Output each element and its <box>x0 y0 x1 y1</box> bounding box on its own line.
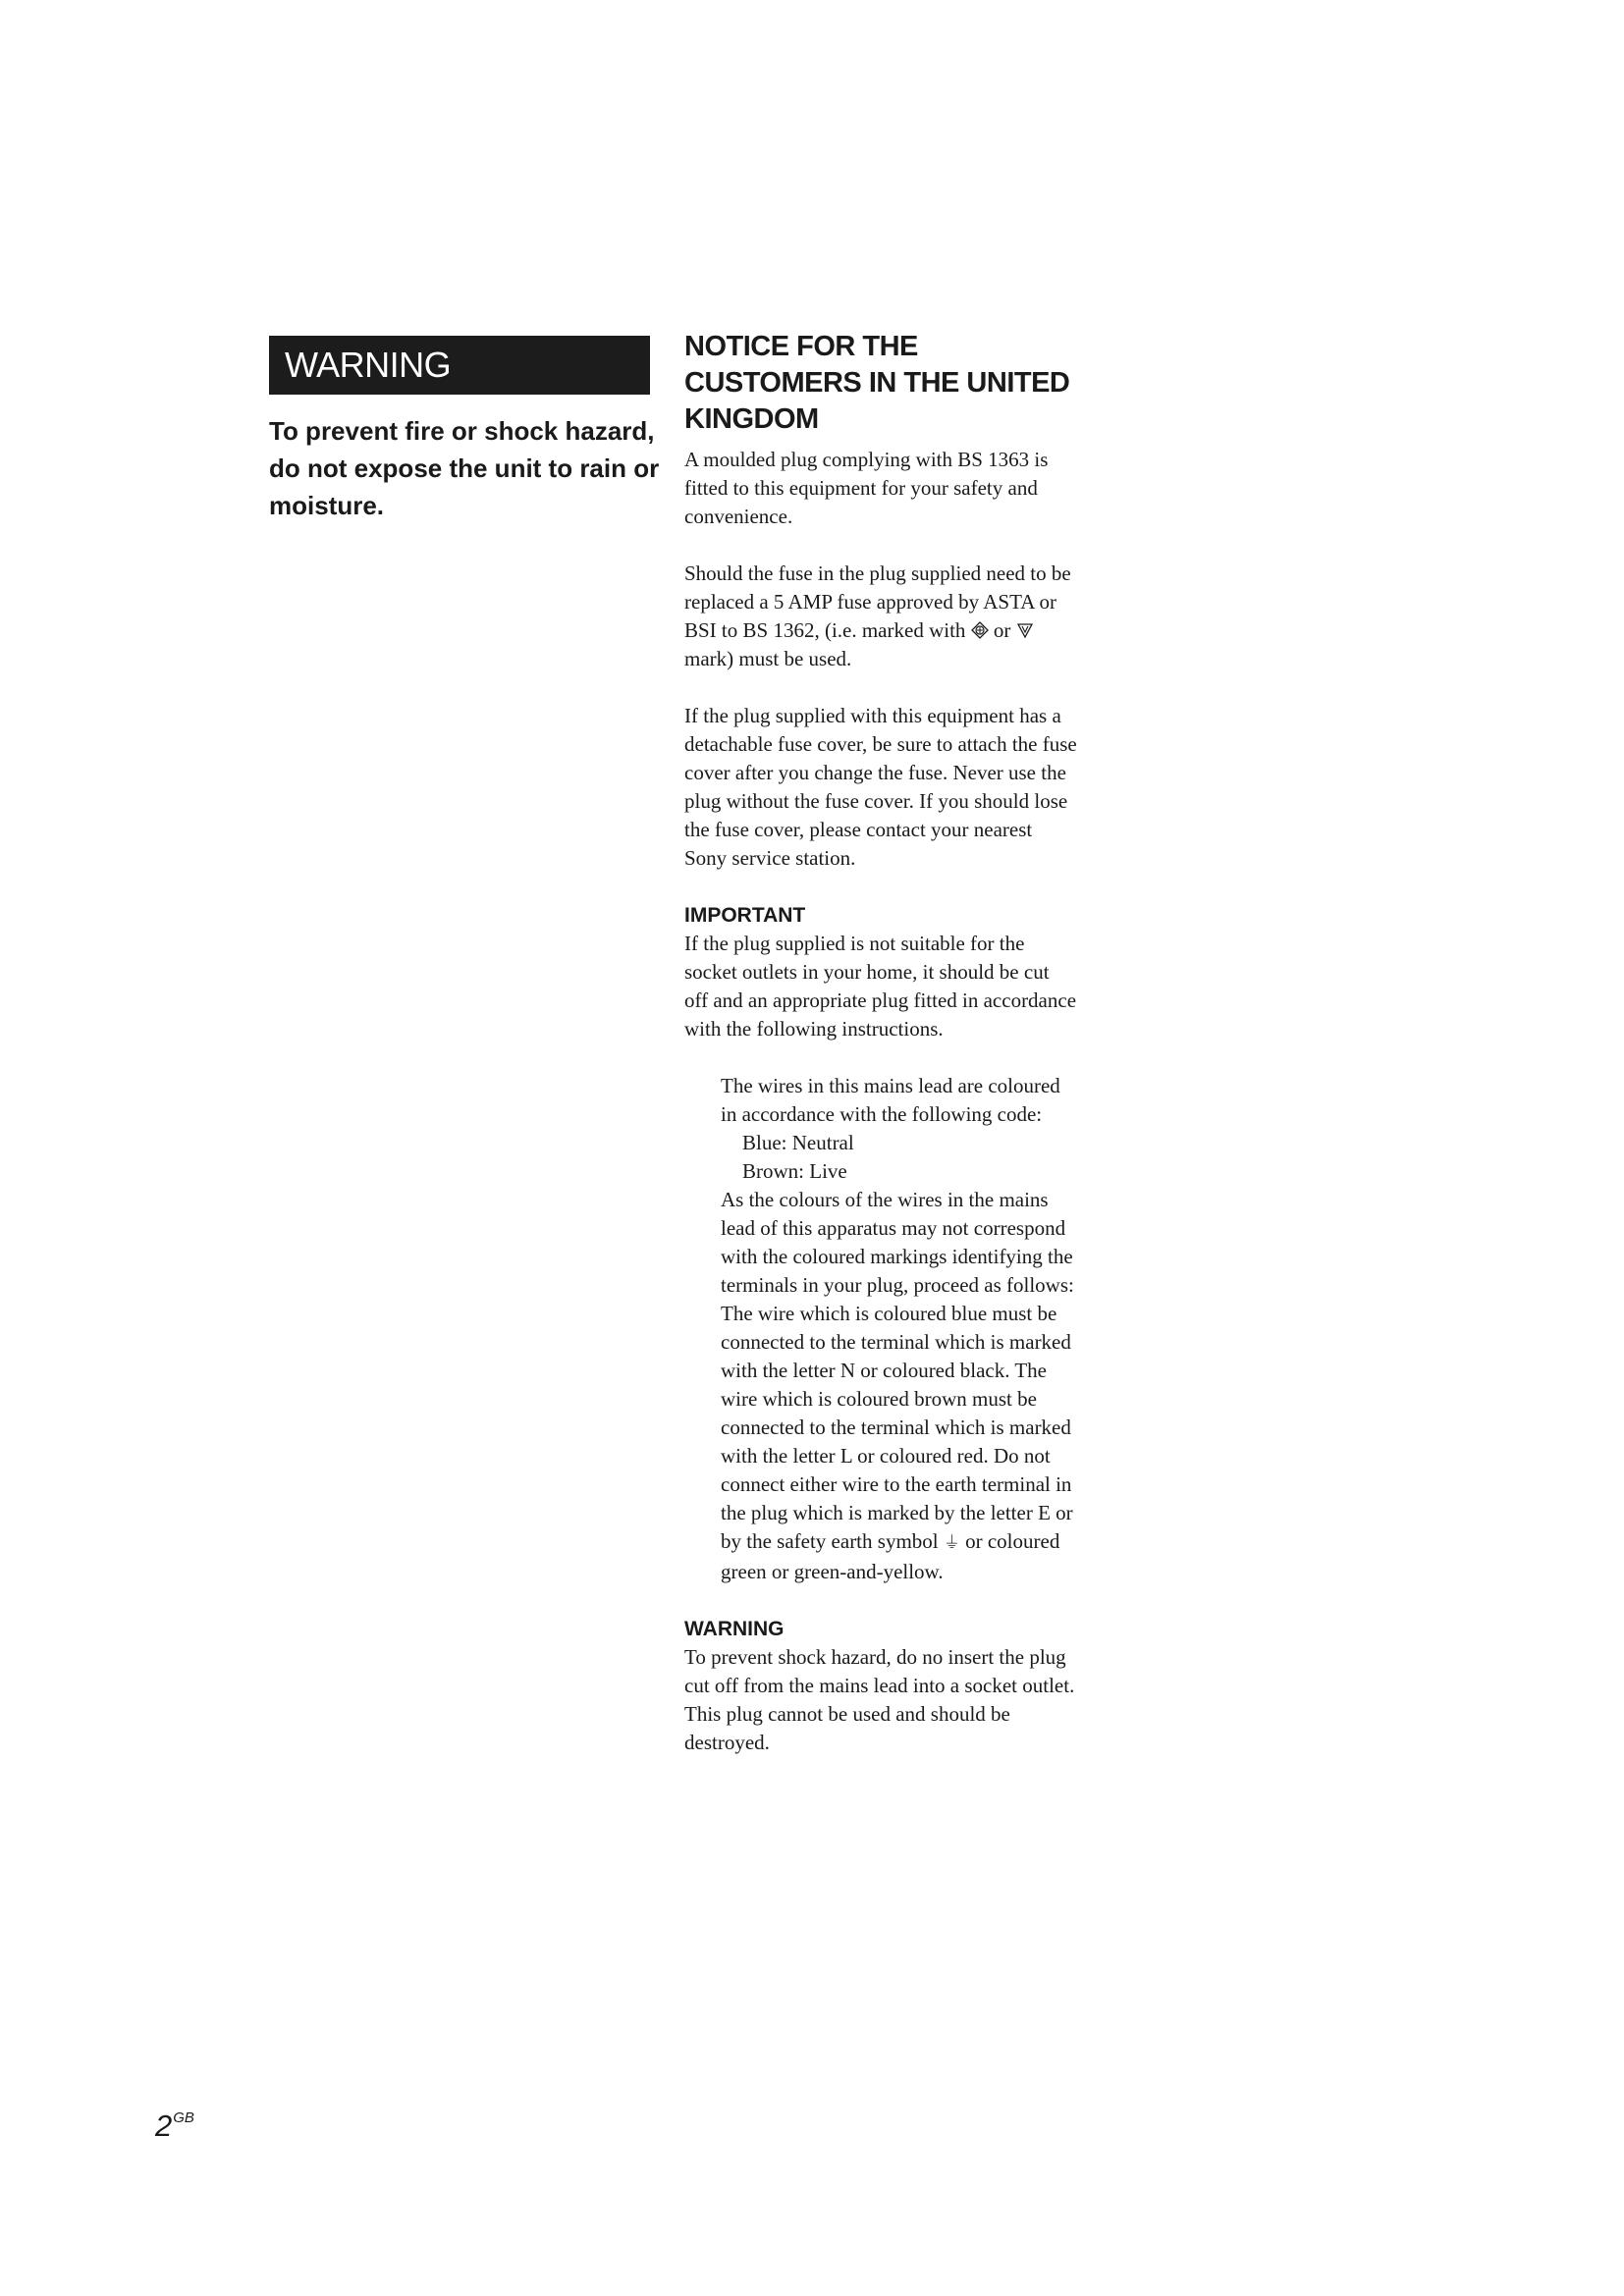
moulded-plug-paragraph: A moulded plug complying with BS 1363 is fitted to this equipment for your safety and convenience. <box>684 448 1049 528</box>
fire-shock-warning: To prevent fire or shock hazard, do not expose the unit to rain or moisture. <box>269 416 660 520</box>
code-blue: Blue: Neutral <box>742 1131 854 1154</box>
uk-notice-column <box>684 329 1077 1786</box>
wires-body-end: or coloured green or green-and-yellow. <box>721 1529 1060 1583</box>
fuse-text-end: mark) must be used. <box>684 647 852 670</box>
important-heading: IMPORTANT <box>684 904 806 927</box>
notice-title: NOTICE FOR THE CUSTOMERS IN THE UNITED KINGDOM <box>684 331 1070 435</box>
warning-paragraph: To prevent shock hazard, do no insert the plug cut off from the mains lead into a socket outlet. This plug cannot be used and should be destroyed. <box>684 1645 1075 1754</box>
page-number-value: 2 <box>155 2109 173 2143</box>
fuse-cover-paragraph: If the plug supplied with this equipment has a detachable fuse cover, be sure to attach the fuse cover after you change the fuse. Never use the plug without the fuse cover. If you should lose the fuse cover, please contact your nearest Sony service station. <box>684 704 1077 870</box>
bsi-kitemark-icon <box>1016 621 1034 639</box>
fuse-replacement-paragraph <box>684 560 1077 673</box>
page-number <box>155 2109 194 2144</box>
warning-heading: WARNING <box>684 1618 785 1640</box>
fuse-text-or: or <box>993 618 1011 642</box>
asta-mark-icon <box>971 621 989 639</box>
wires-body-text: As the colours of the wires in the mains lead of this apparatus may not correspond with the coloured markings identifying the terminals in your plug, proceed as follows: The wire which is coloured blue must be connected to the terminal which is marked with the letter N or coloured black. The wire which is coloured brown must be connected to the terminal which is marked with the letter L or coloured red. Do not connect either wire to the earth terminal in the plug which is marked by the letter E or by the safety earth symbol <box>721 1188 1074 1553</box>
wires-body <box>721 1186 1077 1586</box>
wiring-instructions <box>684 1072 1077 1586</box>
warning-banner: WARNING <box>269 336 650 395</box>
page-number-suffix: GB <box>173 2109 194 2126</box>
code-brown: Brown: Live <box>742 1159 847 1183</box>
wires-intro: The wires in this mains lead are coloured in accordance with the following code: <box>721 1074 1060 1126</box>
earth-symbol-icon: ⏚ <box>943 1533 960 1553</box>
fuse-text-start: Should the fuse in the plug supplied need to be replaced a 5 AMP fuse approved by ASTA or BSI to BS 1362, (i.e. marked with <box>684 561 1071 642</box>
important-paragraph: If the plug supplied is not suitable for the socket outlets in your home, it should be cut off and an appropriate plug fitted in accordance with the following instructions. <box>684 932 1077 1041</box>
